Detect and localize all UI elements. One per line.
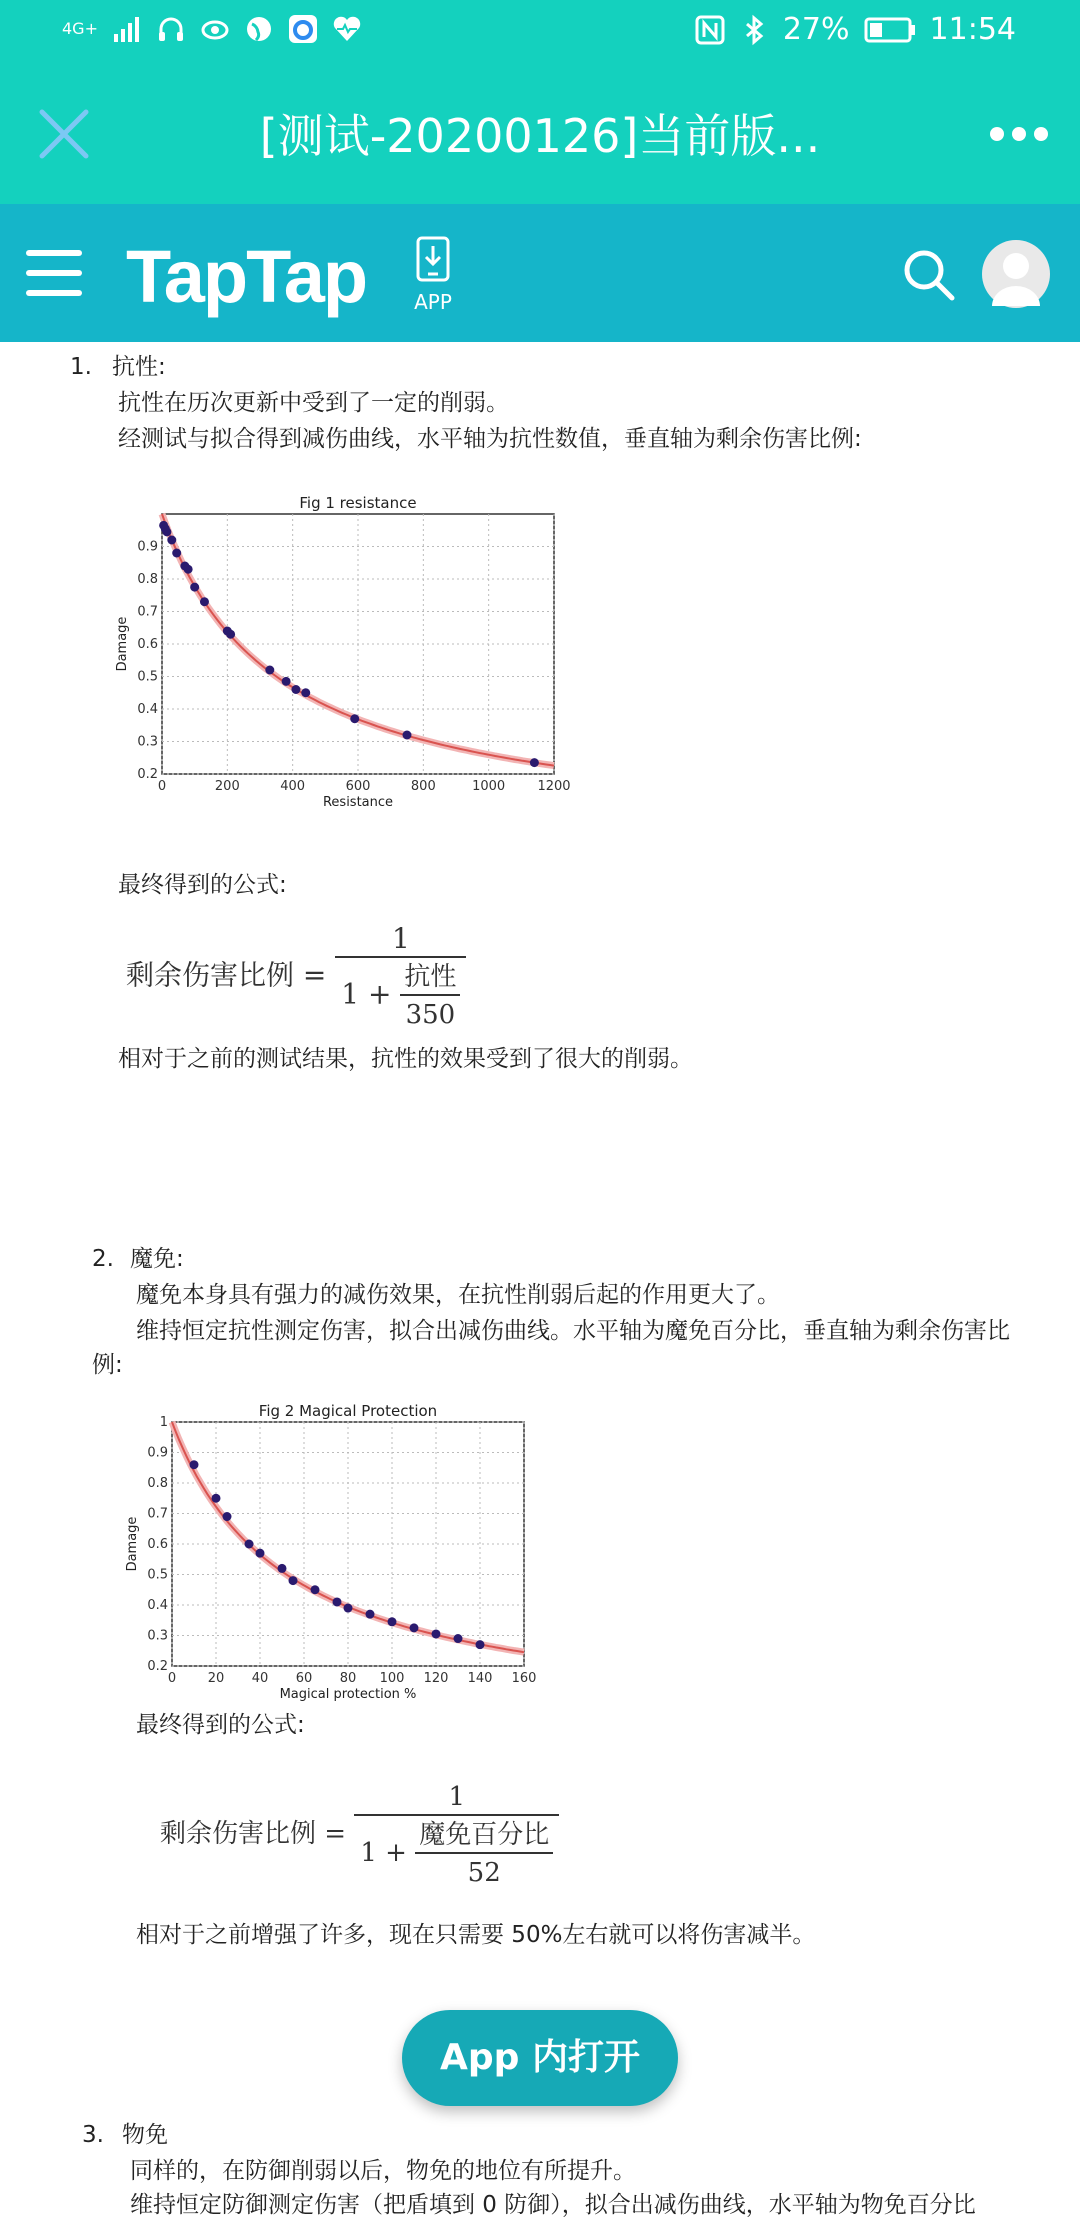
data-point xyxy=(278,1564,287,1573)
page-title: [测试-20200126]当前版... xyxy=(259,109,821,163)
y-tick-label: 0.6 xyxy=(147,1537,168,1552)
formula-inner-numerator: 魔免百分比 xyxy=(419,1820,550,1850)
health-icon xyxy=(332,14,362,44)
taptap-logo[interactable]: TapTap xyxy=(126,235,367,318)
formula-numerator: 1 xyxy=(448,1782,466,1812)
section-3-heading: 物免 xyxy=(122,2122,168,2148)
resistance-formula: 剩余伤害比例 = 1 1 + 抗性 350 xyxy=(126,922,466,1032)
section-2-index: 2. xyxy=(92,1246,114,1272)
y-tick-label: 0.4 xyxy=(137,702,158,717)
x-tick-label: 1200 xyxy=(537,779,571,794)
close-icon[interactable] xyxy=(34,104,94,164)
data-point xyxy=(388,1617,397,1626)
battery-icon xyxy=(864,16,916,44)
data-point xyxy=(172,549,181,558)
section-1-formula-label: 最终得到的公式: xyxy=(118,872,287,898)
formula-inner-denominator: 52 xyxy=(415,1852,553,1890)
menu-icon[interactable] xyxy=(26,250,82,296)
data-point xyxy=(256,1549,265,1558)
section-2-conclusion: 相对于之前增强了许多，现在只需要 50%左右就可以将伤害减半。 xyxy=(136,1922,816,1948)
open-in-app-button[interactable]: App 内打开 xyxy=(402,2010,678,2106)
section-1-index: 1. xyxy=(70,354,92,380)
data-point xyxy=(265,666,274,675)
data-point xyxy=(291,685,300,694)
data-point xyxy=(200,597,209,606)
x-tick-label: 0 xyxy=(167,1671,177,1686)
x-tick-label: 160 xyxy=(511,1671,537,1686)
section-2-paragraph-2-cont: 例: xyxy=(92,1352,123,1378)
data-point xyxy=(403,731,412,740)
data-point xyxy=(333,1597,342,1606)
section-3-paragraph-2: 维持恒定防御测定伤害（把盾填到 0 防御），拟合出减伤曲线，水平轴为物免百分比 xyxy=(130,2192,976,2218)
phone-download-icon xyxy=(416,236,450,282)
x-tick-label: 1000 xyxy=(472,779,506,794)
app-notification-icon xyxy=(288,14,318,44)
formula-lhs: 剩余伤害比例 xyxy=(126,958,295,992)
globe-icon xyxy=(244,14,274,44)
section-2-formula-label: 最终得到的公式: xyxy=(136,1712,305,1738)
data-point xyxy=(190,583,199,592)
magical-protection-chart xyxy=(125,1402,548,1702)
nfc-icon xyxy=(695,15,725,45)
formula-inner-numerator: 抗性 xyxy=(404,962,457,992)
y-axis-label: Damage xyxy=(115,616,130,672)
x-tick-label: 140 xyxy=(467,1671,493,1686)
formula-numerator: 1 xyxy=(391,922,410,955)
data-point xyxy=(476,1640,485,1649)
x-tick-label: 600 xyxy=(345,779,371,794)
x-tick-label: 40 xyxy=(251,1671,269,1686)
y-tick-label: 0.9 xyxy=(137,539,158,555)
data-point xyxy=(212,1494,221,1503)
data-point xyxy=(530,758,539,767)
formula-one-plus: 1 + xyxy=(360,1838,407,1868)
data-point xyxy=(311,1585,320,1594)
magic-formula: 剩余伤害比例 = 1 1 + 魔免百分比 52 xyxy=(160,1780,559,1890)
x-axis-label: Magical protection % xyxy=(279,1687,417,1702)
y-tick-label: 0.5 xyxy=(147,1567,168,1583)
data-point xyxy=(344,1604,353,1613)
x-tick-label: 120 xyxy=(423,1671,449,1686)
signal-icon xyxy=(112,14,142,44)
x-tick-label: 0 xyxy=(157,779,167,794)
x-tick-label: 60 xyxy=(295,1671,313,1686)
y-tick-label: 0.4 xyxy=(147,1598,168,1613)
y-tick-label: 0.6 xyxy=(137,637,158,652)
search-icon[interactable] xyxy=(900,246,956,302)
section-1-paragraph-1: 抗性在历次更新中受到了一定的削弱。 xyxy=(118,390,509,416)
x-tick-label: 400 xyxy=(280,779,306,794)
formula-inner-denominator: 350 xyxy=(400,994,460,1032)
x-tick-label: 20 xyxy=(207,1671,225,1686)
x-axis-label: Resistance xyxy=(322,795,394,810)
resistance-chart xyxy=(110,490,580,810)
data-point xyxy=(226,630,235,639)
more-menu-icon[interactable] xyxy=(990,114,1054,154)
y-tick-label: 0.7 xyxy=(147,1506,168,1522)
data-point xyxy=(184,565,193,574)
battery-percent: 27% xyxy=(782,12,850,47)
bluetooth-icon xyxy=(739,15,769,45)
data-point xyxy=(245,1540,254,1549)
clock: 11:54 xyxy=(929,12,1016,47)
status-bar xyxy=(0,0,1080,64)
y-tick-label: 0.3 xyxy=(147,1628,168,1644)
y-tick-label: 0.8 xyxy=(137,572,158,587)
section-3-index: 3. xyxy=(82,2122,104,2148)
y-tick-label: 0.2 xyxy=(137,767,158,782)
user-avatar[interactable] xyxy=(982,240,1050,308)
data-point xyxy=(223,1512,232,1521)
formula-one-plus: 1 + xyxy=(341,977,392,1011)
data-point xyxy=(350,714,359,723)
section-2-heading: 魔免: xyxy=(130,1246,184,1272)
data-point xyxy=(432,1629,441,1638)
y-tick-label: 0.8 xyxy=(147,1476,168,1491)
data-point xyxy=(167,536,176,545)
formula-lhs: 剩余伤害比例 xyxy=(160,1819,317,1849)
section-3-paragraph-1: 同样的，在防御削弱以后，物免的地位有所提升。 xyxy=(130,2158,636,2184)
section-1-heading: 抗性: xyxy=(112,354,166,380)
data-point xyxy=(301,688,310,697)
data-point xyxy=(410,1623,419,1632)
section-1-paragraph-2: 经测试与拟合得到减伤曲线，水平轴为抗性数值，垂直轴为剩余伤害比例: xyxy=(118,426,862,452)
y-tick-label: 0.5 xyxy=(137,669,158,685)
data-point xyxy=(162,527,171,536)
y-tick-label: 0.2 xyxy=(147,1659,168,1674)
section-1-conclusion: 相对于之前的测试结果，抗性的效果受到了很大的削弱。 xyxy=(118,1046,693,1072)
data-point xyxy=(366,1610,375,1619)
data-point xyxy=(454,1634,463,1643)
section-2-paragraph-2: 维持恒定抗性测定伤害，拟合出减伤曲线。水平轴为魔免百分比，垂直轴为剩余伤害比 xyxy=(136,1318,1010,1344)
y-tick-label: 0.3 xyxy=(137,734,158,750)
app-label: APP xyxy=(414,290,452,314)
x-tick-label: 80 xyxy=(339,1671,357,1686)
x-tick-label: 800 xyxy=(410,779,436,794)
headphones-icon xyxy=(156,14,186,44)
chart-title: Fig 2 Magical Protection xyxy=(258,1402,438,1420)
site-header xyxy=(0,204,1080,342)
y-tick-label: 0.7 xyxy=(137,604,158,620)
webview-title-bar xyxy=(0,64,1080,204)
eye-icon xyxy=(200,14,230,44)
y-tick-label: 1 xyxy=(159,1415,168,1430)
data-point xyxy=(289,1576,298,1585)
x-tick-label: 200 xyxy=(214,779,240,794)
user-icon xyxy=(982,240,1050,308)
data-point xyxy=(282,677,291,686)
y-tick-label: 0.9 xyxy=(147,1445,168,1461)
x-tick-label: 100 xyxy=(379,1671,405,1686)
data-point xyxy=(190,1460,199,1469)
y-axis-label: Damage xyxy=(125,1516,140,1572)
network-indicator: 4G+ xyxy=(62,19,98,38)
section-2-paragraph-1: 魔免本身具有强力的减伤效果，在抗性削弱后起的作用更大了。 xyxy=(136,1282,780,1308)
download-app-link[interactable] xyxy=(408,236,458,316)
chart-title: Fig 1 resistance xyxy=(299,494,417,512)
